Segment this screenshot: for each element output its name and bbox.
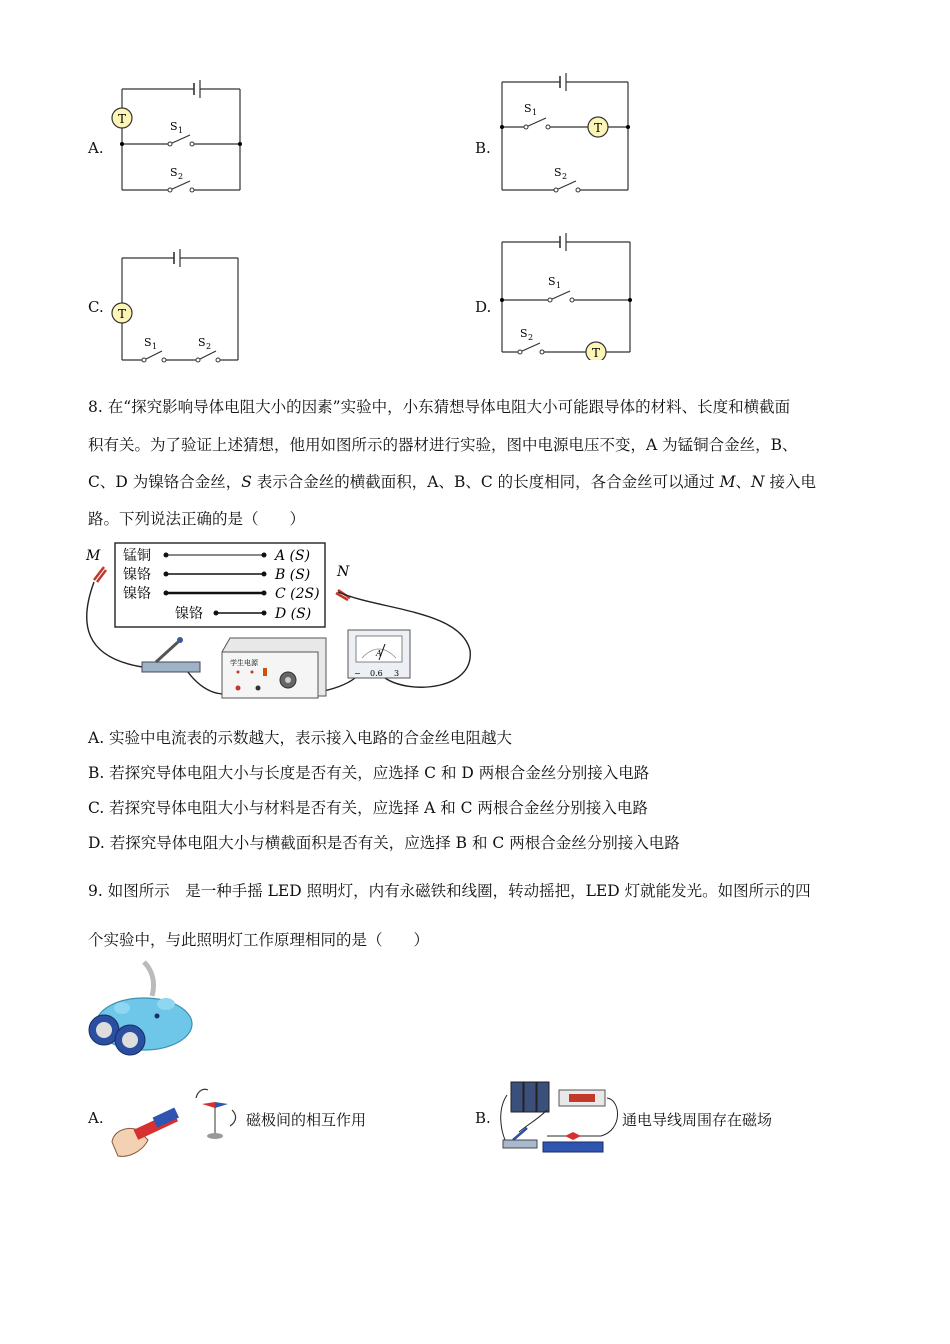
switch-s1-sub: 1 [532,108,538,117]
q9-line-1: 9. 如图所示 是一种手摇 LED 照明灯，内有永磁铁和线圈，转动摇把，LED 灯就能发光。如图所示的四 [88,882,811,900]
terminal-n-label: N [337,564,350,580]
switch-s2-label: S [554,166,562,179]
wire-b-material: 镍铬 [123,567,151,583]
wire-a-material: 锰铜 [123,548,151,564]
current-magnetic-field-image [497,1070,627,1162]
switch-s1-label: S [170,120,178,133]
q8-line-2: 积有关。为了验证上述猜想，他用如图所示的器材进行实验，图中电源电压不变，A 为锰铜合金丝，B、 [88,436,798,454]
q8-option-c: C. 若探究导体电阻大小与材料是否有关，应选择 A 和 C 两根合金丝分别接入电路 [88,799,648,817]
q9-option-a-label: A. [88,1109,104,1127]
circuit-d-diagram [490,230,640,360]
switch-s2-label: S [198,336,206,349]
switch-s2-label: S [520,327,528,340]
ammeter-terminal-3: 3 [394,669,400,678]
option-a-label: A. [88,139,104,157]
switch-s1-sub: 1 [152,342,158,351]
q9-option-b-text: 通电导线周围存在磁场 [622,1111,773,1129]
switch-s2-sub: 2 [528,333,534,342]
switch-s1-label: S [524,102,532,115]
power-supply-label: 学生电源 [230,659,258,667]
q9-option-a-text: 磁极间的相互作用 [246,1111,367,1129]
q8-line-3: C、D 为镍铬合金丝，S 表示合金丝的横截面积，A、B、C 的长度相同，各合金丝可以通过 M、N 接入电 [88,473,816,491]
wire-d-material: 镍铬 [175,606,203,622]
option-d-label: D. [475,298,492,316]
q8-experiment-figure [80,540,480,708]
q8-option-b: B. 若探究导体电阻大小与长度是否有关，应选择 C 和 D 两根合金丝分别接入电路 [88,764,650,782]
magnet-interaction-image [108,1082,243,1162]
switch-s2-sub: 2 [178,172,184,181]
switch-s1-label: S [548,275,556,288]
ammeter-terminal-0.6: 0.6 [370,669,383,678]
wire-d-end: D (S) [275,606,312,622]
option-b-label: B. [475,139,491,157]
circuit-a-diagram [100,75,260,200]
q8-option-a: A. 实验中电流表的示数越大，表示接入电路的合金丝电阻越大 [88,729,513,747]
thermometer-symbol: T [117,307,127,321]
switch-s2-label: S [170,166,178,179]
switch-s2-sub: 2 [562,172,568,181]
wire-b-end: B (S) [275,567,311,583]
ammeter-terminal-minus: − [354,669,361,678]
q8-line-1: 8. 在“探究影响导体电阻大小的因素”实验中，小东猜想导体电阻大小可能跟导体的材料、长度和横截面 [88,398,791,416]
switch-s1-sub: 1 [556,281,562,290]
q9-line-2: 个实验中，与此照明灯工作原理相同的是（ ） [88,931,430,949]
switch-s1-label: S [144,336,152,349]
ammeter-symbol: A [376,649,382,658]
q8-option-d: D. 若探究导体电阻大小与横截面积是否有关，应选择 B 和 C 两根合金丝分别接入电路 [88,834,680,852]
circuit-c-diagram [100,245,260,370]
thermometer-symbol: T [593,121,603,135]
thermometer-symbol: T [591,346,601,360]
terminal-m-label: M [86,548,101,564]
wire-c-end: C (2S) [275,586,320,602]
q9-option-b-label: B. [475,1109,491,1127]
thermometer-symbol: T [117,112,127,126]
switch-s2-sub: 2 [206,342,212,351]
q8-line-4: 路。下列说法正确的是（ ） [88,510,306,528]
wire-c-material: 镍铬 [123,586,151,602]
switch-s1-sub: 1 [178,126,184,135]
wire-a-end: A (S) [275,548,311,564]
led-flashlight-image [82,960,197,1060]
circuit-b-diagram [490,70,640,200]
option-c-label: C. [88,298,104,316]
